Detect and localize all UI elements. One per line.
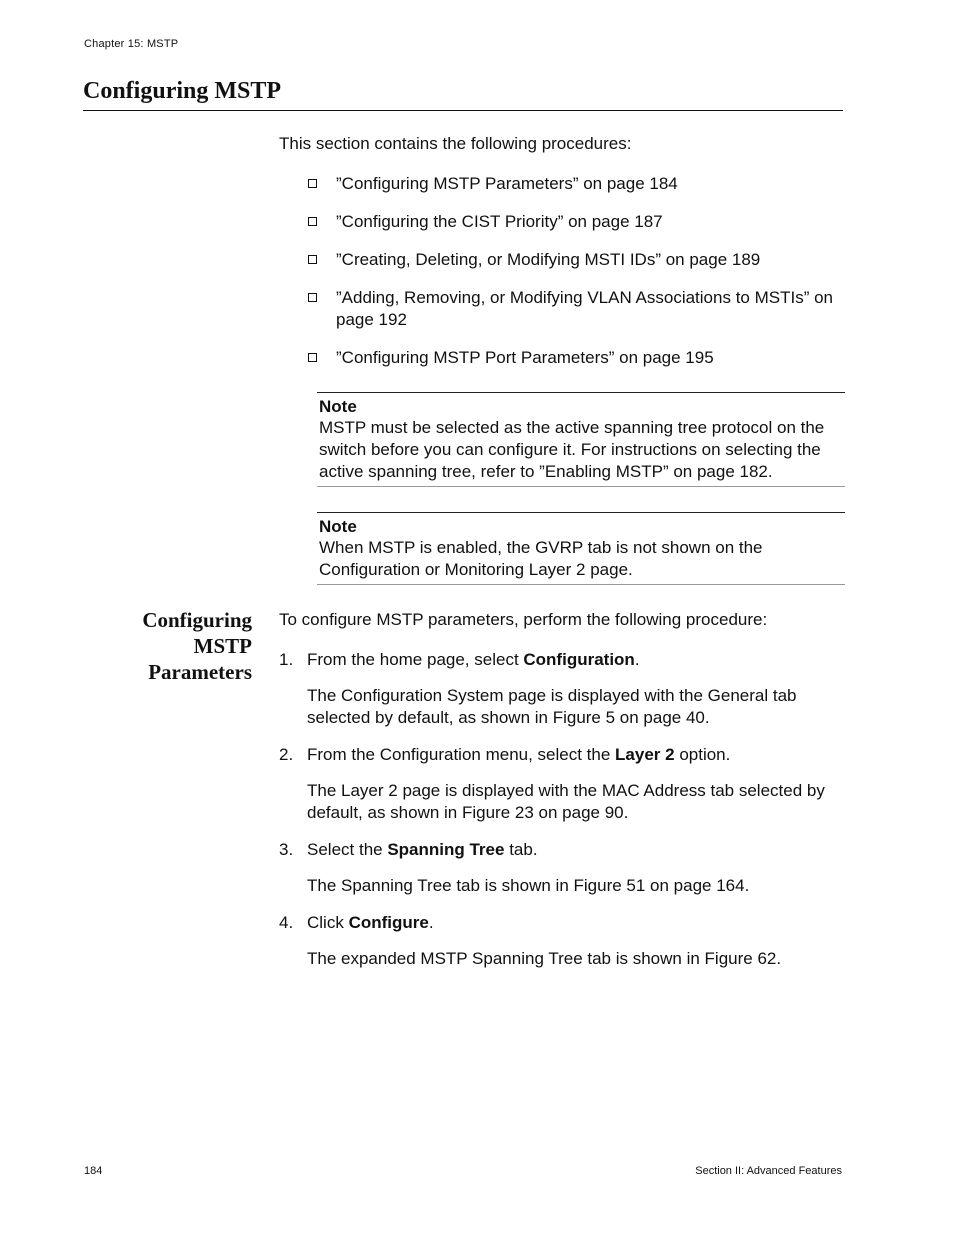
title-rule [83,110,843,111]
step [279,744,839,766]
ui-term: Layer 2 [615,745,675,764]
note-box [317,512,845,585]
step-text: . [428,913,434,932]
step-text: From the home page, select [307,650,524,669]
step-number: 3. [279,840,294,859]
subsection-title-line: Parameters [148,660,252,684]
procedure-link[interactable]: ”Creating, Deleting, or Modifying MSTI IDs” on page 189 [336,250,761,269]
step-number: 4. [279,913,294,932]
list-item[interactable] [307,249,847,271]
step-result: The Configuration System page is displayed with the General tab selected by default, as shown in Figure 5 on page 40. [307,686,797,727]
note-title: Note [319,397,357,416]
procedure-intro: To configure MSTP parameters, perform the following procedure: [279,610,768,629]
checkbox-bullet-icon [308,353,317,362]
step-text: From the Configuration menu, select the [307,745,616,764]
step [279,912,839,934]
step-text: . [634,650,640,669]
checkbox-bullet-icon [308,179,317,188]
list-item[interactable] [307,287,847,331]
step-number: 1. [279,650,294,669]
footer-section: Section II: Advanced Features [695,1165,842,1177]
procedure-list [307,173,847,385]
procedure-link[interactable]: ”Configuring MSTP Port Parameters” on page 195 [336,348,714,367]
subsection-title [100,607,252,685]
procedure-link[interactable]: ”Configuring the CIST Priority” on page 187 [336,212,663,231]
checkbox-bullet-icon [308,217,317,226]
step [279,649,839,671]
section-title: Configuring MSTP [83,78,282,104]
step-list [279,649,839,970]
procedure-link[interactable]: ”Adding, Removing, or Modifying VLAN Associations to MSTIs” on page 192 [336,288,833,329]
intro-text: This section contains the following procedures: [279,134,632,153]
running-head: Chapter 15: MSTP [84,38,179,50]
note-box [317,392,845,487]
list-item[interactable] [307,211,847,233]
step [279,839,839,861]
subsection-title-line: MSTP [193,634,252,658]
note-body: MSTP must be selected as the active spanning tree protocol on the switch before you can configure it. For instructions on selecting the active spanning tree, refer to ”Enabling MSTP” on page 182. [319,418,825,481]
step-result: The expanded MSTP Spanning Tree tab is shown in Figure 62. [307,949,782,968]
step-text: Click [307,913,349,932]
step-text: Select the [307,840,388,859]
step-result: The Layer 2 page is displayed with the MAC Address tab selected by default, as shown in Figure 23 on page 90. [307,781,825,822]
ui-term: Configuration [523,650,635,669]
subsection-title-line: Configuring [142,608,252,632]
note-body: When MSTP is enabled, the GVRP tab is not shown on the Configuration or Monitoring Layer 2 page. [319,538,763,579]
ui-term: Configure [348,913,429,932]
ui-term: Spanning Tree [387,840,505,859]
page-number: 184 [84,1165,103,1177]
list-item[interactable] [307,347,847,369]
step-result: The Spanning Tree tab is shown in Figure 51 on page 164. [307,876,750,895]
list-item[interactable] [307,173,847,195]
step-text: option. [674,745,731,764]
note-title: Note [319,517,357,536]
step-text: tab. [504,840,538,859]
procedure-link[interactable]: ”Configuring MSTP Parameters” on page 184 [336,174,678,193]
step-number: 2. [279,745,294,764]
checkbox-bullet-icon [308,255,317,264]
checkbox-bullet-icon [308,293,317,302]
